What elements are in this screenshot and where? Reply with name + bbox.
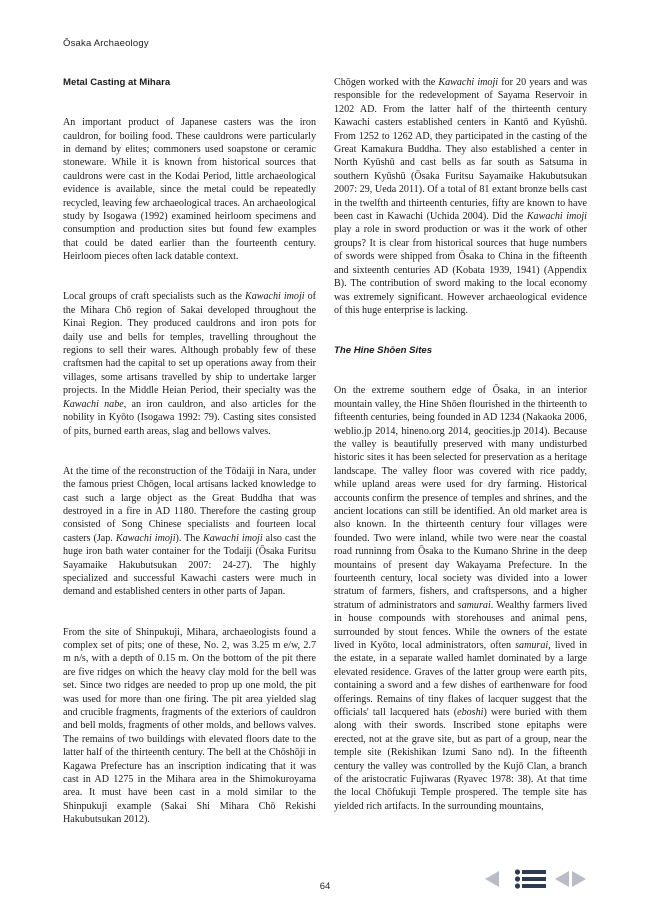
paragraph: Chōgen worked with the Kawachi imoji for 20 years and was responsible for the redevelopment of Sayama Reservoir in 1202 AD. From the latter half of the thirteenth century Kawachi casters established centers in Kantō and Kyūshū. From 1252 to 1262 AD, they participated in the casting of the Great Kamakura Buddha. They also established a center in North Kyūshū and cast bells as far south as Satsuma in southern Kyūshū (Ōsaka Furitsu Sayamaike Hakubutsukan 2007: 29, Ueda 2011). Of a total of 81 extant bronze bells cast in the twelfth and thirteenth centuries, fifty are known to have been cast in Kawachi (Uchida 2004). Did the Kawachi imoji play a role in sword production or was it the work of other groups? It is clear from historical sources that huge numbers of swords were shipped from Ōsaka to China in the fifteenth and sixteenth centuries AD (Kobata 1939, 1941) (Appendix B). The contribution of sword making to the local economy was extremely significant. However archaeological evidence of this huge enterprise is lacking. — [334, 77, 588, 316]
last-arrow-icon — [569, 869, 589, 889]
last-page-button[interactable] — [569, 868, 589, 890]
prev-arrow-icon — [482, 869, 502, 889]
paragraph: Local groups of craft specialists such as the Kawachi imoji of the Mihara Chō region of Sakai developed throughout the Kinai Region. They produced cauldrons and iron pots for daily use and bells for temples, travelling throughout the regions to sell their wares. Although probably few of these craftsmen had the capital to set up operations away from their villages, some artisans travelled by ship to undertake larger projects. In the Middle Heian Period, their specialty was the Kawachi nabe, an iron cauldron, and also articles for the nobility in Kyōto (Isogawa 1992: 79). Casting sites consisted of pits, burned earth areas, slag and bellows valves. — [63, 291, 316, 437]
prev-page-button[interactable] — [482, 868, 502, 890]
running-head: Ōsaka Archaeology — [63, 38, 149, 49]
paragraph: From the site of Shinpukuji, Mihara, archaeologists found a complex set of pits; one of these, No. 2, was 3.25 m e/w, 2.7 m n/s, with a depth of 0.15 m. On the bottom of the pit there are five ridges on which the heavy clay mold for the bell was set. Since two ridges are needed to prop up one mold, the pit was used for more than one firing. The pit area yielded slag and crucible fragments, fragments of the exteriors of cauldron and bell molds, fragments of other molds, and bellows valves. The remains of two buildings with elevated floors date to the latter half of the thirteenth century. The bell at the Chōshōji in Kagawa Prefecture has an inscription indicating that it was cast in AD 1275 in the Mihara area in the Shimokuroyama area. It must have been cast in a mold similar to the Shinpukuji example (Sakai Shi Mihara Chō Rekishi Hakubutsukan 2012). — [63, 626, 316, 826]
page-number: 64 — [319, 881, 331, 892]
right-column — [334, 76, 587, 827]
section-heading-hine-shoen: The Hine Shōen Sites — [334, 345, 433, 357]
paragraph: An important product of Japanese casters was the iron cauldron, for boiling food. These cauldrons were particularly in demand by elites; commoners used soapstone or ceramic stoneware. While it is known from historical sources that cauldrons were cast in the Kodai Period, little archaeological evidence is available, since the metal could be repeatedly recycled, leaving few archaeological traces. An archaeological study by Isogawa (1992) examined heirloom specimens and consumption and production sites but found few examples that could be dated earlier than the fourteenth century. Heirloom pieces often lack datable context. — [63, 117, 316, 263]
menu-button[interactable] — [514, 868, 548, 890]
menu-list-icon — [514, 868, 548, 890]
paragraph: On the extreme southern edge of Ōsaka, in an interior mountain valley, the Hine Shōen flourished in the thirteenth to fifteenth centuries, being founded in AD 1234 (Nakaoka 2006, weblio.jp 2014, hineno.org 2014, geocities.jp 2014). Because the valley is beautifully preserved with many undisturbed historic sites it has been selected for preservation as a heritage landscape. The valley floor was covered with rice paddy, while upland areas were used for dry farming. Historical accounts confirm the presence of temples and shrines, and the ancient locations can still be identified. An old market area is also known. In the thirteenth century four villages were founded. Two were inland, while two were near the coastal road runninng from Ōsaka to the Kumano Shrine in the deep mountains of present day Wakayama Prefecture. In the fourteenth century, local society was divided into a lower stratum of farmers, fishers, and craftspersons, and a higher stratum of administrators and samurai. Wealthy farmers lived in house compounds with storehouses and animal pens, surrounded by stout fences. While the owners of the estate lived in Kyōto, local administrators, often samurai, lived in the estate, in a separate walled hamlet dominated by a large elevated residence. Graves of the latter group were earth pits, containing a sword and a few dishes of earthenware for food offerings. Remains of tiny flakes of lacquer suggest that the officials' tall lacquered hats (eboshi) were buried with them along with their swords. Inscribed stone epitaphs were erected, not at the grave site, but as part of a group, near the temple site (Rekishikan Izumi Sano nd). In the fifteenth century the valley was controlled by the Kujō Clan, a branch of the aristocratic Fujiwaras (Ryavec 1978: 38). At that time the local Chōfukuji Temple prospered. The temple site has yielded rich artifacts. In the surrounding mountains, — [334, 385, 588, 812]
paragraph: At the time of the reconstruction of the Tōdaiji in Nara, under the famous priest Chōgen, local artisans lacked knowledge to cast such a large object as the Great Buddha that was destroyed in a fire in AD 1180. Therefore the casting group consisted of Song Chinese specialists and fourteen local casters (Jap. Kawachi imoji). The Kawachi imoji also cast the huge iron bath water container for the Todaiji (Ōsaka Furitsu Sayamaike Hakubutsukan 2007: 24-27). The highly specialized and successful Kawachi casters were much in demand and established centers in other parts of Japan. — [63, 465, 317, 598]
section-heading-metal-casting: Metal Casting at Mihara — [63, 77, 171, 88]
left-column — [63, 76, 316, 840]
